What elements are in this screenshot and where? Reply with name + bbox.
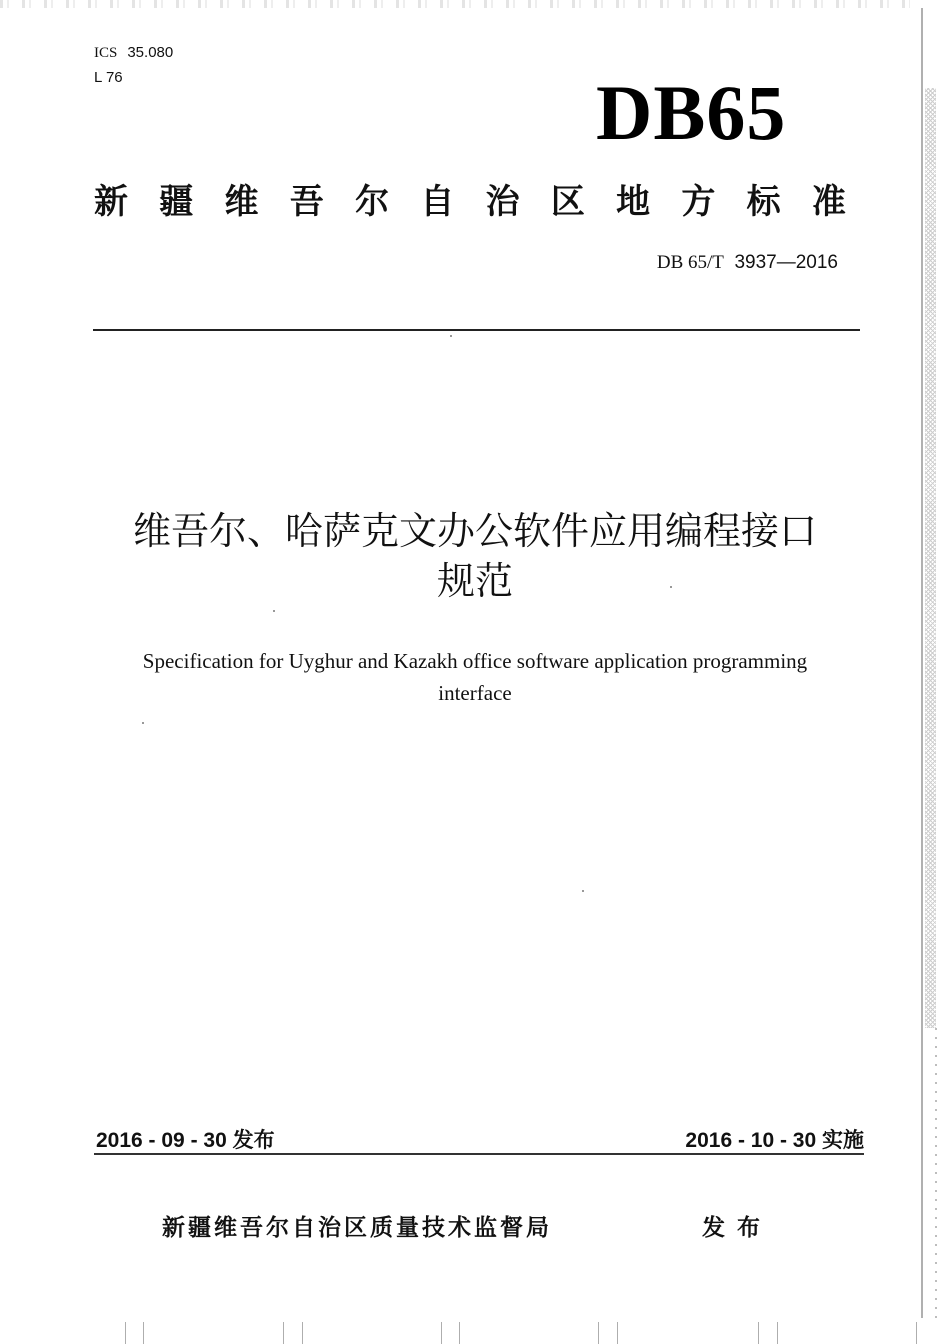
standard-logo: DB65 [596,69,787,156]
header-divider [93,329,860,331]
standard-type-char: 治 [485,182,520,222]
binding-edge-line [921,8,923,1318]
standard-type-char: 地 [616,182,651,222]
scan-artifact-bottom [0,1318,920,1344]
title-chinese-line-2: 规范 [436,559,513,603]
scan-speck [582,890,584,892]
standard-type-char: 标 [746,182,781,222]
ccs-classification: L 76 [94,69,123,86]
standard-number-prefix: DB 65/T [656,252,724,273]
ics-label: ICS [94,45,118,61]
standard-type-char: 维 [224,182,259,222]
footer-divider [94,1153,864,1155]
standard-type-char: 新 [94,182,128,222]
binding-edge-dots [935,1028,937,1318]
standard-type-char: 吾 [289,182,324,222]
scan-speck [670,586,672,588]
standard-type-char: 准 [811,182,846,222]
standard-type-char: 自 [420,182,455,222]
title-english-line-1: Specification for Uyghur and Kazakh office software application programming [142,649,808,673]
standard-number [600,251,838,275]
title-chinese-line-1: 维吾尔、哈萨克文办公软件应用编程接口 [132,509,817,553]
issuer-organization: 新疆维吾尔自治区质量技术监督局 [162,1215,552,1241]
document-title-english [70,645,880,709]
issuer-action: 发布 [702,1215,772,1241]
document-title-chinese [60,506,890,606]
binding-edge-pattern [925,88,936,1028]
issuing-authority [162,1213,772,1243]
standard-type-heading [94,180,846,224]
implementation-date: 2016 - 10 - 30 实施 [685,1129,864,1152]
scan-artifact-top [0,0,910,8]
standard-number-value: 3937—2016 [734,252,838,273]
ics-classification [94,44,173,62]
scan-speck [450,335,452,337]
scan-speck [273,610,275,612]
publish-date: 2016 - 09 - 30 发布 [96,1129,275,1152]
ics-code: 35.080 [127,44,174,61]
standard-type-char: 区 [550,182,585,222]
title-english-line-2: interface [438,681,512,705]
standard-type-char: 尔 [355,182,390,222]
standard-type-char: 方 [681,182,716,222]
scan-speck [142,722,144,724]
standard-type-char: 疆 [159,182,194,222]
